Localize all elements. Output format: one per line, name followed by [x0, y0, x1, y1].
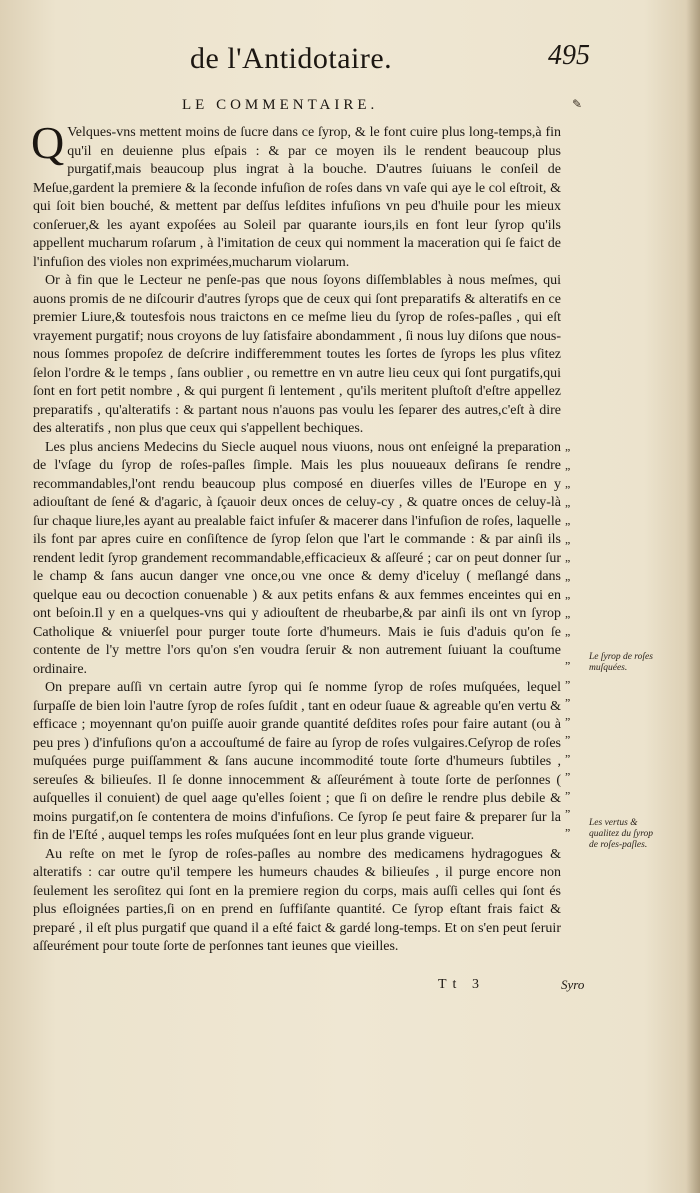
quote-mark: „ [565, 726, 571, 740]
quote-mark: „ [565, 476, 571, 490]
quotation-marks-column-2 [565, 650, 579, 835]
drop-cap: Q [31, 117, 65, 168]
quote-mark: „ [565, 457, 571, 472]
quote-mark: „ [565, 818, 571, 833]
quote-mark: „ [565, 605, 571, 620]
margin-note-musk-rose-syrup: Le ſyrop de roſes muſquées. [589, 652, 653, 673]
paragraph-1-text: Velques-vns mettent moins de ſucre dans ce ſyrop, & le font cuire plus long-temps,à fin qu'il en deuienne plus eſpais : & par ce moyen ils le rendent beaucoup plus purgatif,mais beaucoup plus ingrat à la bouche. D'autres ſuiuans le conſeil de Meſue,gardent la premiere & la ſeconde infuſion de roſes dans vn vaſe qui aye le col eſtroit, & qui ſoit bien bouché, & mettent par deſſus leſdites infuſions vn peu d'huile pour les mieux conſeruer,& les ayant expoſées au Soleil par quarante iours,ils en font leur ſyrop qu'ils appellent mucharum roſarum , à l'imitation de ceux qui nomment la maceration qui ſe faict de l'infuſion des violes non exprimées,mucharum violarum. [33, 125, 561, 270]
page-number: 495 [548, 40, 590, 71]
quote-mark: „ [565, 800, 571, 814]
paragraph-4: On prepare auſſi vn certain autre ſyrop qui ſe nomme ſyrop de roſes muſquées, lequel ſurpaſſe de bien loin l'autre ſyrop de roſes ſuſdit , tant en odeur ſuaue & agreable qu'en vertu & efficace ; moyennant qu'on puiſſe auoir grande quantité deſdites roſes pour faire autant (ou à peu pres ) d'infuſions qu'on a accouſtumé de faire au ſyrop de roſes vulgaires.Ceſyrop de roſes muſquées purge puiſſamment & ſans aucune incommodité toute ſorte d'humeurs ſubtiles , sereuſes & bilieuſes. Il ſe donne innocemment & aſſeurément à toute ſorte de perſonnes ( auſquelles il conuient) de quel aage qu'elles ſoient ; que ſi on deſire le rendre plus debile & moins purgatif,on ſe contentera de moins d'infuſions. Ce ſyrop ſe peut faire & preparer ſur la fin de l'Eſté , auquel temps les roſes muſquées ſont en leur plus grande vigueur. [33, 680, 561, 843]
section-title: LE COMMENTAIRE. [182, 97, 379, 113]
quote-mark: „ [565, 689, 571, 703]
ornament-icon: ✎ [572, 97, 583, 111]
running-head-title: de l'Antidotaire. [190, 42, 393, 75]
quote-mark: „ [565, 587, 571, 601]
quote-mark: „ [565, 707, 571, 722]
catchword: Syro [561, 977, 585, 992]
quote-mark: „ [565, 531, 571, 546]
quote-mark: „ [565, 670, 571, 685]
quote-mark: „ [565, 624, 571, 638]
signature-mark: Tt 3 [438, 977, 485, 992]
quote-mark: „ [565, 550, 571, 564]
quote-mark: „ [565, 781, 571, 796]
quote-mark: „ [565, 763, 571, 777]
commentary-body [31, 117, 561, 957]
quote-mark: „ [565, 439, 571, 453]
margin-note-virtues: Les vertus & qualitez du ſyrop de roſes-paſles. [589, 818, 654, 850]
quote-mark: „ [565, 652, 571, 666]
quotation-marks-column-1 [565, 437, 579, 641]
paragraph-5: Au reſte on met le ſyrop de roſes-paſles au nombre des medicamens hydragogues & alteratifs : car outre qu'il tempere les humeurs chaudes & bilieuſes , il purge encore non ſeulement les seroſitez qui ſont en la premiere region du corps, mais auſſi celles qui ſont és plus eſloignées parties,ſi on en prend en ſuffiſante quantité. Ce ſyrop eſtant frais faict & preparé , il eſt plus purgatif que quand il a eſté faict & gardé long-temps. Et on s'en peut ſeruir aſſeurément pour toute ſorte de perſonnes tant ieunes que vieilles. [33, 846, 561, 954]
paragraph-1 [31, 117, 561, 272]
paragraph-3: Les plus anciens Medecins du Siecle auquel nous viuons, nous ont enſeigné la preparation de l'vſage du ſyrop de roſes-paſles ſimple. Mais les plus nouueaux deſirans ſe rendre recommandables,l'ont rendu beaucoup plus composé en diuerſes villes de l'Europe en y adiouſtant de ſené & d'agaric, à ſçauoir deux onces de celuy-cy , & quatre onces de celuy-là ſur chaque liure,les ayant au prealable faict infuſer & macerer dans l'infuſion de roſes, laquelle ils font par apres cuire en conſiſtence de ſyrop ſelon que l'art le commande : & par ainſi ils rendent ledit ſyrop grandement recommandable,efficacieux & aſſeuré ; car on peut donner ſur le champ & ſans aucun danger vne once,ou vne once & demy d'iceluy ( meſlangé dans quelque eau ou decoction conuenable ) & aux petits enfans & aux femmes enceintes qui en ont beſoin.Il y en a quelques-vns qui y adiouſtent de rheubarbe,& par ainſi ils ont vn ſyrop Catholique & vniuerſel pour purger toute ſorte d'humeurs. Mais ie ſuis d'aduis qu'on ſe contente de l'y mettre l'ors qu'on s'en voudra ſeruir & non autrement ſuiuant la couſtume ordinaire. [33, 439, 561, 677]
quote-mark: „ [565, 568, 571, 583]
quote-mark: „ [565, 744, 571, 759]
quote-mark: „ [565, 494, 571, 509]
running-head [0, 40, 700, 80]
quote-mark: „ [565, 513, 571, 527]
page-gutter-shadow [686, 0, 700, 1193]
paragraph-2: Or à fin que le Lecteur ne penſe-pas que nous ſoyons diſſemblables à nous meſmes, qui auons promis de ne diſcourir d'autres ſyrops que de ceux qui ſont preparatifs & alteratifs en ce premier Liure,& toutesfois nous traictons en ce meſme lieu du ſyrop de roſes-paſles , qui eſt vrayement purgatif; nous croyons de luy ſatisfaire abondamment , ſi nous luy diſons que nous-nous ſommes propoſez de deſcrire indifferemment toutes les ſortes de ſyrops les plus vſitez ſelon l'ordre & le temps , ſans oublier , ou remettre en vn autre lieu ceux qui ſont purgatifs,qui ſont en fort petit nombre , & qui purgent ſi lentement , qu'ils meritent pluſtoſt d'eſtre appellez preparatifs , qu'alteratifs : & partant nous n'auons pas voulu les ſeparer des autres,c'eſt à dire des alteratifs , non plus que ceux qui s'appellent bechiques. [33, 273, 561, 436]
